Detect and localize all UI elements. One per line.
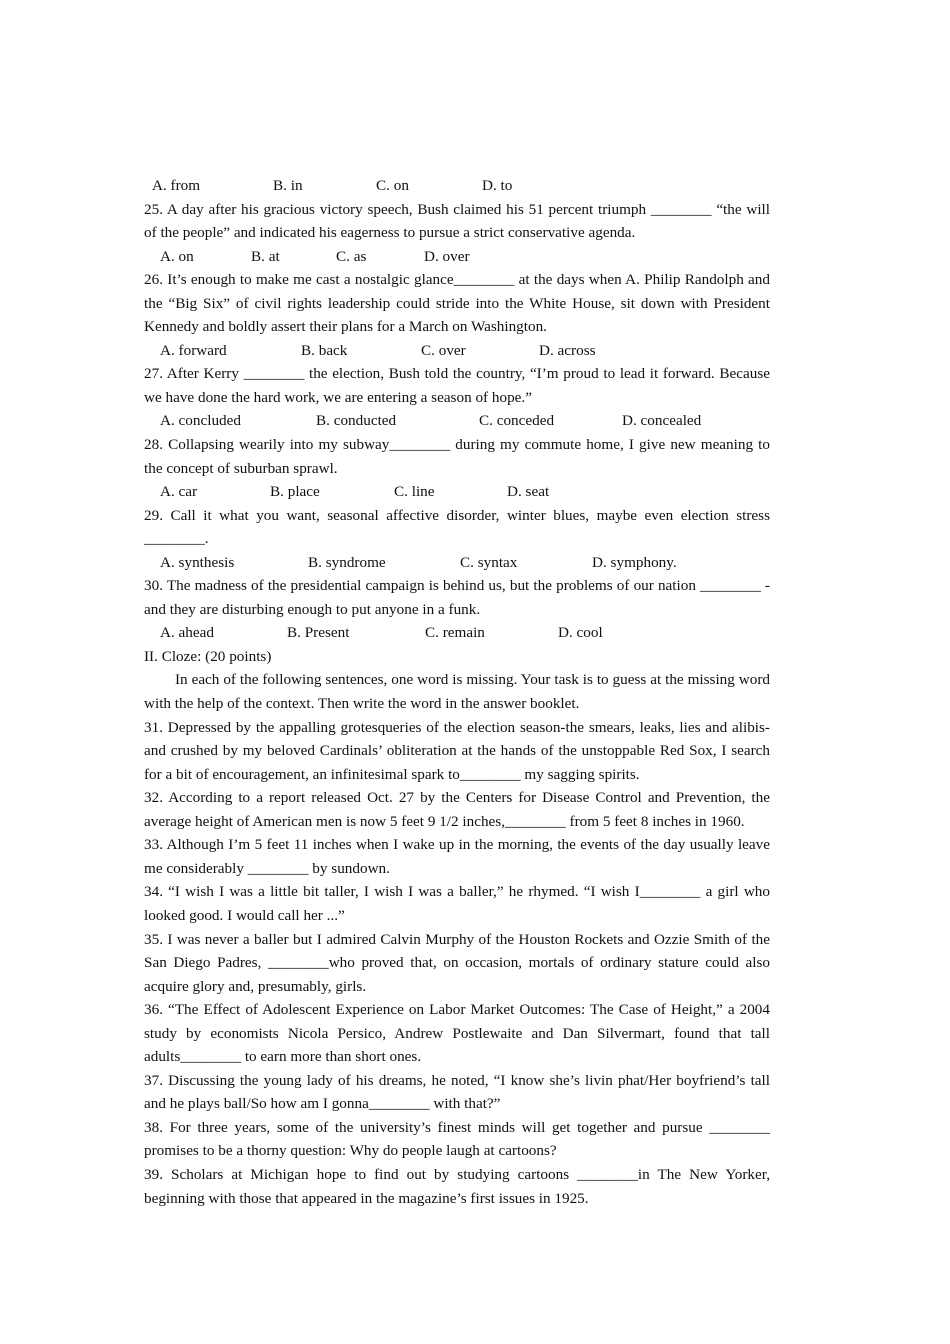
- q28-option-b: B. place: [270, 483, 320, 501]
- q28-option-d: D. seat: [507, 483, 550, 501]
- q27-option-b: B. conducted: [316, 412, 397, 430]
- q27-option-c: C. conceded: [479, 412, 555, 430]
- question-28: 28. Collapsing wearily into my subway________ during my commute home, I give new meaning to the concept of suburban sprawl.: [144, 436, 770, 477]
- question-30: 30. The madness of the presidential campaign is behind us, but the problems of our nation ________ -and they are disturbing enough to put anyone in a funk.: [144, 577, 770, 618]
- q29-option-a: A. synthesis: [160, 553, 235, 571]
- cloze-item-34: 34. “I wish I was a little bit taller, I wish I was a baller,” he rhymed. “I wish I________ a girl who looked good. I would call her ...”: [144, 883, 770, 924]
- question-29: 29. Call it what you want, seasonal affective disorder, winter blues, maybe even election stress ________.: [144, 506, 770, 548]
- q29-option-b: B. syndrome: [308, 553, 386, 571]
- q24-option-a: A. from: [152, 177, 201, 194]
- q26-options: [144, 339, 770, 363]
- cloze-item-37: 37. Discussing the young lady of his dreams, he noted, “I know she’s livin phat/Her boyfriend’s tall and he plays ball/So how am I gonna________ with that?”: [144, 1071, 770, 1113]
- q29-option-d: D. symphony.: [592, 553, 677, 571]
- q30-option-c: C. remain: [425, 624, 485, 642]
- q29-option-c: C. syntax: [460, 553, 518, 571]
- q30-option-b: B. Present: [287, 624, 350, 642]
- q28-options: [144, 480, 770, 504]
- q24-option-b: B. in: [273, 177, 303, 194]
- question-27: 27. After Kerry ________ the election, Bush told the country, “I’m proud to lead it forward. Because we have done the hard work, we are entering a season of hope.”: [144, 365, 770, 406]
- q25-options: [144, 245, 770, 269]
- q29-options: [144, 551, 770, 575]
- q24-option-c: C. on: [376, 177, 409, 194]
- q28-option-a: A. car: [160, 483, 198, 501]
- cloze-item-38: 38. For three years, some of the university’s finest minds will get together and pursue ________ promises to be a thorny question: Why do people laugh at cartoons?: [144, 1118, 770, 1160]
- section-instructions: In each of the following sentences, one word is missing. Your task is to guess at the missing word with the help of the context. Then write the word in the answer booklet.: [144, 671, 770, 713]
- q27-option-d: D. concealed: [622, 412, 702, 430]
- q30-option-a: A. ahead: [160, 624, 214, 642]
- cloze-item-32: 32. According to a report released Oct. 27 by the Centers for Disease Control and Prevention, the average height of American men is now 5 feet 9 1/2 inches,________ from 5 feet 8 inches in 1960.: [144, 789, 770, 830]
- q26-option-d: D. across: [539, 341, 596, 359]
- question-26: 26. It’s enough to make me cast a nostalgic glance________ at the days when A. Philip Randolph and the “Big Six” of civil rights leadership could stride into the White House, sit down with President Kennedy and boldly assert their plans for a March on Washington.: [144, 271, 770, 336]
- q25-option-a: A. on: [160, 247, 194, 265]
- q30-option-d: D. cool: [558, 624, 603, 642]
- q25-option-d: D. over: [424, 247, 470, 265]
- cloze-item-33: 33. Although I’m 5 feet 11 inches when I wake up in the morning, the events of the day usually leave me considerably ________ by sundown.: [144, 836, 770, 877]
- cloze-item-36: 36. “The Effect of Adolescent Experience on Labor Market Outcomes: The Case of Height,” a 2004 study by economists Nicola Persico, Andrew Postlewaite and Dan Silvermart, found that tall adults________ to earn more than short ones.: [144, 1001, 770, 1066]
- exam-page: [144, 174, 770, 1210]
- cloze-item-35: 35. I was never a baller but I admired Calvin Murphy of the Houston Rockets and Ozzie Smith of the San Diego Padres, ________who proved that, on occasion, mortals of ordinary stature could also acquire glory and, presumably, girls.: [144, 930, 770, 995]
- q24-option-d: D. to: [482, 177, 513, 194]
- q27-options: [144, 409, 770, 433]
- q26-option-c: C. over: [421, 341, 466, 359]
- q26-option-a: A. forward: [160, 341, 227, 359]
- section-heading: II. Cloze: (20 points): [144, 647, 272, 665]
- q25-option-b: B. at: [251, 247, 280, 265]
- question-25: 25. A day after his gracious victory speech, Bush claimed his 51 percent triumph ________ “the will of the people” and indicated his eagerness to pursue a strict conservative agenda.: [144, 200, 770, 242]
- cloze-item-39: 39. Scholars at Michigan hope to find out by studying cartoons ________in The New Yorker, beginning with those that appeared in the magazine’s first issues in 1925.: [144, 1165, 770, 1207]
- q25-option-c: C. as: [336, 247, 367, 265]
- q26-option-b: B. back: [301, 341, 348, 359]
- cloze-item-31: 31. Depressed by the appalling grotesqueries of the election season-the smears, leaks, lies and alibis-and crushed by my beloved Cardinals’ obliteration at the hands of the unstoppable Red Sox, I search for a bit of encouragement, an infinitesimal spark to________ my sagging spirits.: [144, 718, 770, 783]
- q28-option-c: C. line: [394, 483, 435, 501]
- q27-option-a: A. concluded: [160, 412, 241, 430]
- q30-options: [144, 621, 770, 645]
- q24-options: [144, 174, 770, 198]
